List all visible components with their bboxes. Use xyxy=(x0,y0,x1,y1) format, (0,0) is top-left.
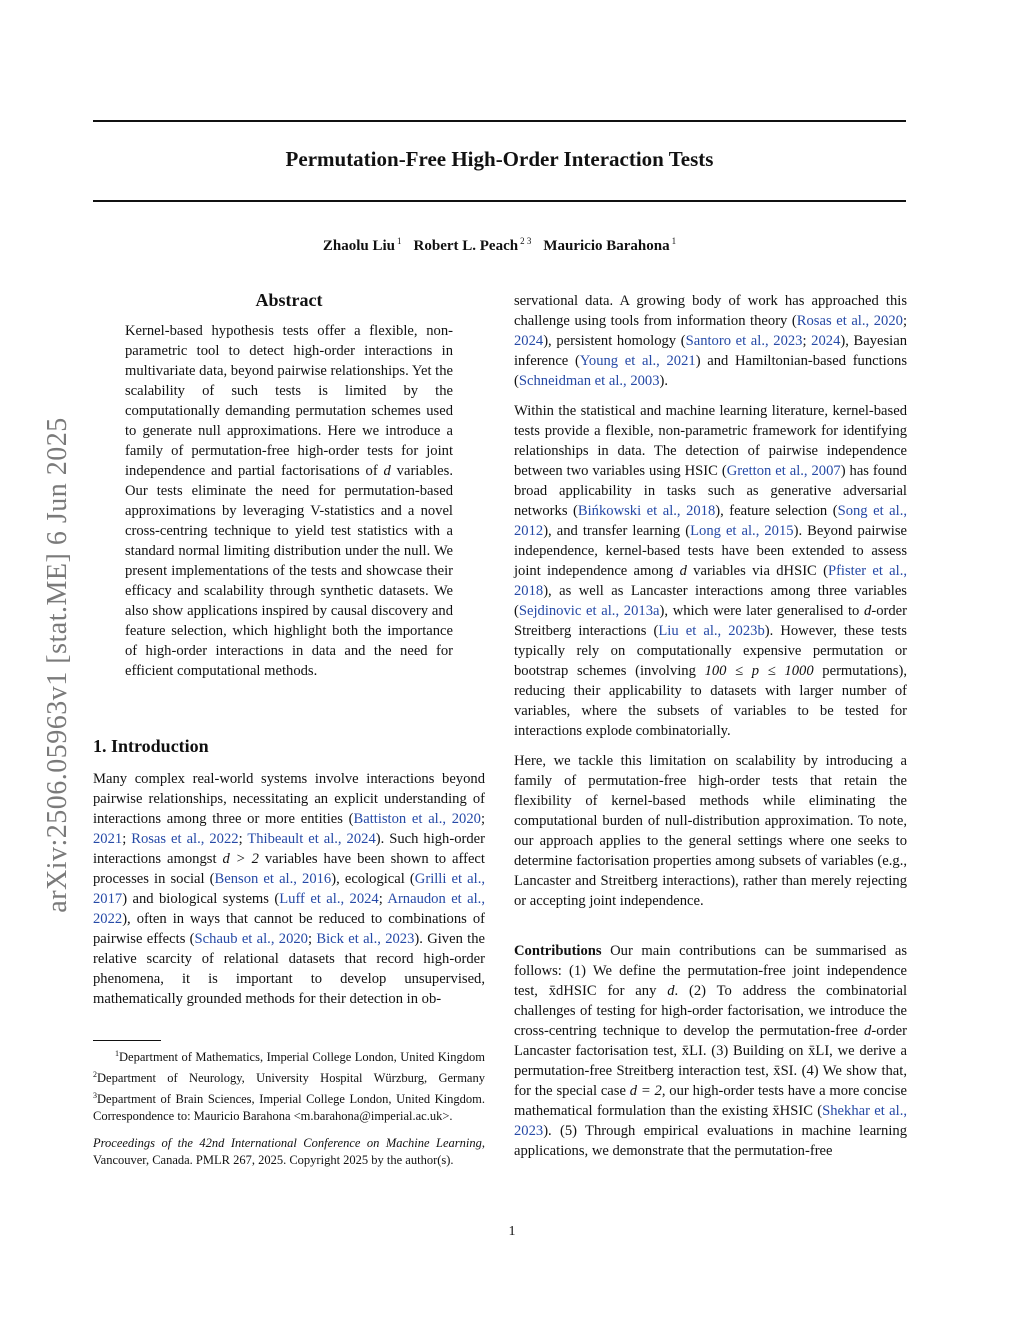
intro-paragraph-2: Within the statistical and machine learning literature, kernel-based tests provide a flexible, non-parametric framework for identifying relationships in data. The detection of pairwise independence between two variables using HSIC (Gretton et al., 2007) has found broad applicability in tasks such as generative adversarial networks (Bińkowski et al., 2018), feature selection (Song et al., 2012), and transfer learning (Long et al., 2015). Beyond pairwise independence, kernel-based tests have been extended to assess joint independence among d variables via dHSIC (Pfister et al., 2018), as well as Lancaster interactions among three variables (Sejdinovic et al., 2013a), which were later generalised to d-order Streitberg interactions (Liu et al., 2023b). However, these tests typically rely on computationally expensive permutation or bootstrap schemes (involving 100 ≤ p ≤ 1000 permutations), reducing their applicability to datasets with larger number of variables, where the subsets of variables to be tested for interactions explode combinatorially. xyxy=(514,403,907,739)
proceedings-details: , Vancouver, Canada. PMLR 267, 2025. Copyright 2025 by the author(s). xyxy=(93,1136,485,1168)
left-column xyxy=(93,290,485,681)
author-affiliation-mark: 1 xyxy=(397,236,402,246)
citation-link[interactable]: 2024 xyxy=(514,333,544,349)
math-symbol: d xyxy=(383,463,391,479)
affiliation-footnote: $^1$Department of Mathematics, Imperial College London, United Kingdom $^2$Department of Neurology, University Hospital Würzburg, Germany $^3$Department of Brain Sciences, Imperial College London, United Kingdom. Correspondence to: Mauricio Barahona <m.barahona@imperial.ac.uk>. xyxy=(93,1049,485,1124)
math-expression: d = 2 xyxy=(629,1083,662,1099)
math-expression: d xyxy=(679,563,687,579)
footnote-rule xyxy=(93,1040,161,1041)
citation-link[interactable]: Rosas et al., 2022 xyxy=(131,831,239,847)
footnote-mark: 2 xyxy=(93,1070,97,1080)
citation-link[interactable]: Thibeault et al., 2024 xyxy=(247,831,376,847)
citation-link[interactable]: Schaub et al., 2020 xyxy=(194,931,308,947)
right-column xyxy=(514,291,907,1161)
math-expression: d xyxy=(864,603,872,619)
arxiv-identifier-text: arXiv:2506.05963v1 [stat.ME] 6 Jun 2025 xyxy=(42,417,73,913)
citation-link[interactable]: Grilli et al., 2017 xyxy=(93,871,486,907)
page-number: 1 xyxy=(508,1224,516,1239)
citation-link[interactable]: Pfister et al., 2018 xyxy=(514,563,907,599)
math-expression: d xyxy=(864,1023,872,1039)
title-rule xyxy=(93,200,906,202)
citation-link[interactable]: Bick et al., 2023 xyxy=(316,931,415,947)
citation-link[interactable]: Benson et al., 2016 xyxy=(214,871,332,887)
math-expression: d > 2 xyxy=(222,851,259,867)
intro-paragraph-1-continued: servational data. A growing body of work has approached this challenge using tools from information theory (Rosas et al., 2020; 2024), persistent homology (Santoro et al., 2023; 2024), Bayesian inference (Young et al., 2021) and Hamiltonian-based functions (Schneidman et al., 2003). xyxy=(514,293,908,389)
proceedings-title: Proceedings of the 42nd International Conference on Machine Learning xyxy=(93,1136,482,1151)
citation-link[interactable]: 2021 xyxy=(93,831,123,847)
citation-link[interactable]: Young et al., 2021 xyxy=(579,353,696,369)
citation-link[interactable]: Song et al., 2012 xyxy=(514,503,907,539)
citation-link[interactable]: Gretton et al., 2007 xyxy=(726,463,841,479)
contributions-label: Contributions xyxy=(514,943,602,959)
citation-link[interactable]: Schneidman et al., 2003 xyxy=(518,373,660,389)
citation-link[interactable]: Luff et al., 2024 xyxy=(279,891,379,907)
citation-link[interactable]: Long et al., 2015 xyxy=(690,523,794,539)
contributions-paragraph: Contributions Our main contributions can be summarised as follows: (1) We define the permutation-free joint independence test, x̄dHSIC for any d. (2) To address the combinatorial challenges of testing for high-order factorisation, we introduce the cross-centring technique to develop the permutation-free d-order Lancaster factorisation test, x̄LI. (3) Building on x̄LI, we derive a permutation-free Streitberg interaction test, x̄SI. (4) We show that, for the special case d = 2, our high-order tests have a more concise mathematical formulation than the existing x̄HSIC (Shekhar et al., 2023). (5) Through empirical evaluations in machine learning applications, we demonstrate that the permutation-free xyxy=(514,943,908,1159)
author-affiliation-mark: 2 3 xyxy=(520,236,532,246)
citation-link[interactable]: Shekhar et al., 2023 xyxy=(514,1103,908,1139)
citation-link[interactable]: 2024 xyxy=(811,333,841,349)
intro-paragraph-1: Many complex real-world systems involve interactions beyond pairwise relationships, necessitating an explicit understanding of interactions among three or more entities (Battiston et al., 2020; 2021; Rosas et al., 2022; Thibeault et al., 2024). Such high-order interactions amongst d > 2 variables have been shown to affect processes in social (Benson et al., 2016), ecological (Grilli et al., 2017) and biological systems (Luff et al., 2024; Arnaudon et al., 2022), often in ways that cannot be reduced to combinations of pairwise effects (Schaub et al., 2020; Bick et al., 2023). Given the relative scarcity of relational datasets that record high-order phenomena, it is important to develop unsupervised, mathematically grounded methods for their detection in ob- xyxy=(93,771,486,1007)
math-expression: d xyxy=(667,983,675,999)
footnotes xyxy=(93,1045,485,1169)
math-expression: 100 ≤ p ≤ 1000 xyxy=(704,663,814,679)
citation-link[interactable]: Arnaudon et al., 2022 xyxy=(93,891,485,927)
footnote-mark: 3 xyxy=(93,1091,97,1101)
author-name: Mauricio Barahona $^1$ xyxy=(543,236,677,254)
citation-link[interactable]: Liu et al., 2023b xyxy=(658,623,765,639)
citation-link[interactable]: Rosas et al., 2020 xyxy=(796,313,903,329)
citation-link[interactable]: Santoro et al., 2023 xyxy=(685,333,803,349)
author-name: Zhaolu Liu $^1$ xyxy=(322,236,402,254)
proceedings-note xyxy=(93,1135,485,1169)
citation-link[interactable]: Sejdinovic et al., 2013a xyxy=(518,603,660,619)
abstract-text: Kernel-based hypothesis tests offer a flexible, non-parametric tool to detect high-order interactions in multivariate data, beyond pairwise relationships. Yet the scalability of such tests is limited by the computationally demanding permutation schemes used to generate null approximations. Here we introduce a family of permutation-free high-order tests for joint independence and partial factorisations of d variables. Our tests eliminate the need for permutation-based approximations by leveraging V-statistics and a novel cross-centring technique to yield test statistics with a standard normal limiting distribution under the null. We present implementations of the tests and showcase their efficacy and scalability through synthetic datasets. We also show applications inspired by causal discovery and feature selection, which highlight both the importance of high-order interactions in data and the need for efficient computational methods. xyxy=(125,323,453,679)
intro-paragraph-3: Here, we tackle this limitation on scalability by introducing a family of permutation-free high-order tests that retain the flexibility of kernel-based methods while eliminating the computational burden of null-distribution approximation. To note, our approach applies to the general settings where one seeks to determine factorisation properties among subsets of variables (e.g., Lancaster and Streitberg interactions), rather than merely rejecting or accepting joint independence. xyxy=(514,753,907,909)
abstract-heading: Abstract xyxy=(255,290,323,310)
introduction-section xyxy=(93,736,485,1009)
top-rule xyxy=(93,120,906,122)
paper-title: Permutation-Free High-Order Interaction Tests xyxy=(285,147,714,171)
citation-link[interactable]: Bińkowski et al., 2018 xyxy=(577,503,716,519)
section-heading-introduction: 1. Introduction xyxy=(93,736,209,756)
citation-link[interactable]: Battiston et al., 2020 xyxy=(353,811,481,827)
author-list xyxy=(93,236,906,255)
author-name: Robert L. Peach $^{2 3}$ xyxy=(413,236,532,254)
footnote-mark: 1 xyxy=(115,1049,119,1058)
author-affiliation-mark: 1 xyxy=(671,236,677,246)
